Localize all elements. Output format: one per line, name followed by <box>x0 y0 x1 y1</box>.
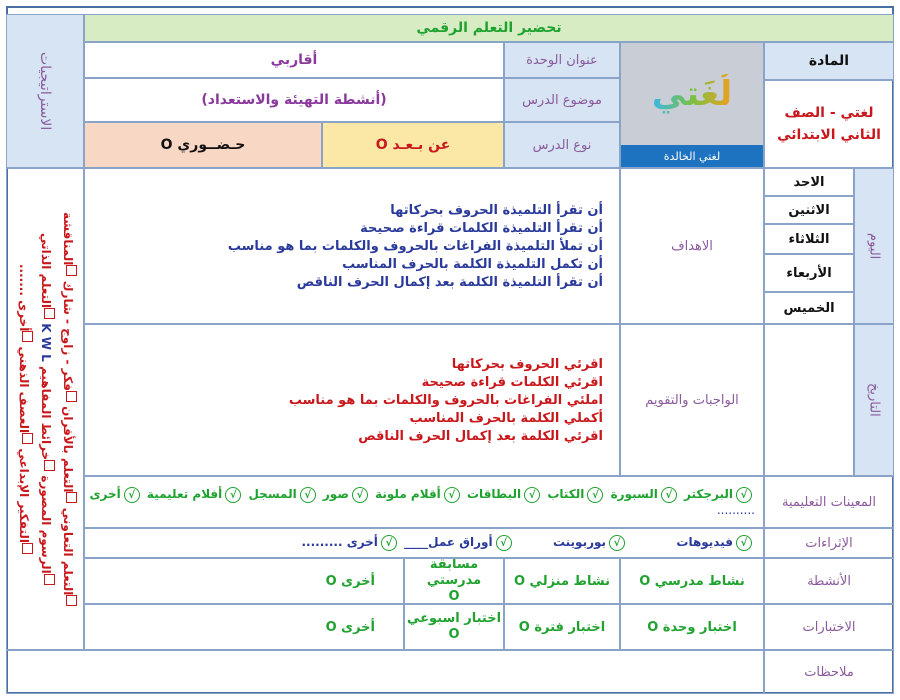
checkbox-icon[interactable] <box>44 308 55 319</box>
activity-other-cell[interactable] <box>84 558 404 604</box>
strategies-column-3 <box>13 175 35 643</box>
test-weekly-cell[interactable] <box>404 604 504 650</box>
checkbox-icon[interactable] <box>44 460 55 471</box>
homework-line: أكملي الكلمة بالحرف المناسب <box>409 410 603 426</box>
strategies-column-1 <box>57 175 79 643</box>
test-unit-cell[interactable] <box>620 604 764 650</box>
strategy-item: التفكير الإبداعي <box>17 448 31 543</box>
date-label: التاريخ <box>866 383 882 417</box>
unit-value: أقاربي <box>270 52 318 68</box>
activity-home[interactable]: نشاط منزلي O <box>513 573 611 589</box>
presence-option[interactable]: حـضــوري O <box>160 137 246 153</box>
lesson-type-label: نوع الدرس <box>532 137 592 153</box>
checkbox-icon[interactable] <box>22 433 33 444</box>
remote-option-cell[interactable] <box>322 122 504 168</box>
homework-line: املئي الفراغات بالحروف والكلمات بما هو مناسب <box>288 392 603 408</box>
check-icon[interactable]: √ <box>736 487 752 503</box>
enrichment-label: الإثراءات <box>805 535 853 551</box>
objective-line: أن تملأ التلميذة الفراغات بالحروف والكلمات بما هو مناسب <box>227 238 603 254</box>
day-wednesday-label: الأربعاء <box>786 265 832 281</box>
checkbox-icon[interactable] <box>22 543 33 554</box>
date-value-cell[interactable] <box>764 324 854 476</box>
homework-cell <box>84 324 620 476</box>
strategy-item: ....... <box>17 264 31 296</box>
logo-cell <box>620 42 764 168</box>
activities-label-cell <box>764 558 894 604</box>
lesson-value-cell <box>84 78 504 122</box>
test-term[interactable]: اختبار فترة O <box>518 619 606 635</box>
notes-value-cell[interactable] <box>6 650 764 694</box>
check-icon[interactable]: √ <box>225 487 241 503</box>
activity-contest-circle[interactable]: O <box>448 589 460 604</box>
lesson-type-label-cell <box>504 122 620 168</box>
check-icon[interactable]: √ <box>352 487 368 503</box>
day-tuesday[interactable] <box>764 224 854 254</box>
lesson-label: موضوع الدرس <box>522 92 602 108</box>
objective-line: أن تقرأ التلميذة الكلمات قراءة صحيحة <box>360 220 603 236</box>
logo-text: لُغَتي <box>651 74 733 114</box>
unit-label: عنوان الوحدة <box>526 52 598 68</box>
activities-label: الأنشطة <box>807 573 851 589</box>
homework-line: اقرئي الكلمات قراءة صحيحة <box>421 374 603 390</box>
enrichment-list <box>301 535 755 552</box>
day-wednesday[interactable] <box>764 254 854 292</box>
activity-contest[interactable]: مسابقة مدرستي <box>426 558 482 588</box>
homework-label: الواجبات والتقويم <box>645 392 739 408</box>
notes-label: ملاحظات <box>804 664 854 680</box>
test-term-cell[interactable] <box>504 604 620 650</box>
subject-value-cell <box>764 80 894 168</box>
objective-line: أن تكمل التلميذة الكلمة بالحرف المناسب <box>342 256 603 272</box>
notes-label-cell <box>764 650 894 694</box>
aid-item: صور <box>322 486 349 501</box>
aid-item: الكتاب <box>547 486 585 501</box>
objectives-cell <box>84 168 620 324</box>
enrichment-item: فيديوهات <box>676 534 733 549</box>
objective-line: أن تقرأ التلميذة الحروف بحركاتها <box>390 202 603 218</box>
objectives-list <box>228 202 603 291</box>
aid-item: المسجل <box>248 486 297 501</box>
day-thursday[interactable] <box>764 292 854 324</box>
test-weekly-circle[interactable]: O <box>448 627 460 642</box>
strategy-item: فكر - زاوج - شارك <box>61 280 75 391</box>
strategies-label-cell <box>6 14 84 168</box>
day-thursday-label: الخميس <box>783 300 835 316</box>
checkbox-icon[interactable] <box>66 391 77 402</box>
day-label: اليوم <box>866 232 882 260</box>
subject-value: لغتي - الصف الثاني الابتدائي <box>777 105 881 143</box>
aids-label-cell <box>764 476 894 528</box>
strategy-item: التعلم الذاتي <box>39 233 53 309</box>
day-tuesday-label: الثلاثاء <box>788 231 830 247</box>
checkbox-icon[interactable] <box>66 595 77 606</box>
activity-other[interactable]: أخرى O <box>325 573 375 589</box>
header-title: تحضير التعلم الرقمي <box>416 20 562 36</box>
subject-label-cell <box>764 42 894 80</box>
strategy-item: التعلم بالأقران <box>61 405 75 493</box>
check-icon[interactable]: √ <box>444 487 460 503</box>
check-icon[interactable]: √ <box>736 535 752 551</box>
check-icon[interactable]: √ <box>496 535 512 551</box>
check-icon[interactable]: √ <box>300 487 316 503</box>
checkbox-icon[interactable] <box>66 265 77 276</box>
strategy-item: المناقشة <box>61 211 75 266</box>
logo-image <box>652 43 732 145</box>
enrichment-label-cell <box>764 528 894 558</box>
activity-school[interactable]: نشاط مدرسي O <box>639 573 745 589</box>
enrichment-item: أوراق عمل____ <box>404 534 493 549</box>
day-label-cell <box>854 168 894 324</box>
aid-item: أخرى <box>89 486 121 501</box>
homework-line: اقرئي الكلمة بعد إكمال الحرف الناقص <box>358 428 603 444</box>
tests-label: الاختبارات <box>802 619 856 635</box>
tests-label-cell <box>764 604 894 650</box>
check-icon[interactable]: √ <box>609 535 625 551</box>
lesson-value: (أنشطة التهيئة والاستعداد) <box>201 92 387 108</box>
strategies-list-cell <box>6 168 84 650</box>
homework-list <box>289 356 603 445</box>
day-monday-label: الاثنين <box>788 202 830 218</box>
strategy-item: العصف الذهني <box>17 346 31 434</box>
checkbox-icon[interactable] <box>22 331 33 342</box>
enrichment-item: أخرى ......... <box>301 534 378 549</box>
logo-caption: لغتي الخالدة <box>621 145 763 167</box>
aids-cell <box>84 476 764 528</box>
lesson-label-cell <box>504 78 620 122</box>
strategies-column-2 <box>35 175 57 643</box>
subject-label: المادة <box>808 53 850 69</box>
test-other-cell[interactable] <box>84 604 404 650</box>
aid-item: أفلام تعليمية <box>146 486 223 501</box>
aids-label: المعينات التعليمية <box>782 494 876 510</box>
strategy-item: التعلم التعاوني <box>61 507 75 596</box>
test-unit[interactable]: اختبار وحدة O <box>647 619 737 635</box>
strategy-item: K W L <box>39 323 53 362</box>
strategies-list <box>13 175 79 643</box>
check-icon[interactable]: √ <box>381 535 397 551</box>
enrichment-item: بوربوينت <box>552 534 607 549</box>
homework-line: اقرئي الحروف بحركاتها <box>451 356 603 372</box>
objective-line: أن تقرأ التلميذة الكلمة بعد إكمال الحرف الناقص <box>296 274 603 290</box>
enrichment-cell <box>84 528 764 558</box>
check-icon[interactable]: √ <box>124 487 140 503</box>
activity-home-cell[interactable] <box>504 558 620 604</box>
unit-value-cell <box>84 42 504 78</box>
aids-list <box>90 487 756 504</box>
check-icon[interactable]: √ <box>524 487 540 503</box>
objectives-label: الاهداف <box>671 238 713 254</box>
day-sunday-label: الاحد <box>793 174 825 190</box>
test-other[interactable]: أخرى O <box>325 619 375 635</box>
objectives-label-cell <box>620 168 764 324</box>
activity-school-cell[interactable] <box>620 558 764 604</box>
aid-item: البطاقات <box>467 486 522 501</box>
strategy-item: خرائط المفاهيم <box>39 366 53 461</box>
activity-contest-cell[interactable] <box>404 558 504 604</box>
aid-item: أقلام ملونة <box>375 486 441 501</box>
remote-option[interactable]: عن بـعـد O <box>375 137 451 153</box>
homework-label-cell <box>620 324 764 476</box>
check-icon[interactable]: √ <box>587 487 603 503</box>
strategies-label: الاستراتيجيات <box>37 51 53 131</box>
date-label-cell <box>854 324 894 476</box>
strategy-item: الرسوم المصورة <box>39 475 53 574</box>
check-icon[interactable]: √ <box>661 487 677 503</box>
day-sunday[interactable] <box>764 168 854 196</box>
strategy-item: أخرى <box>17 300 31 332</box>
aids-dots: .......... <box>716 503 755 518</box>
header-bar <box>84 14 894 42</box>
checkbox-icon[interactable] <box>66 492 77 503</box>
presence-option-cell[interactable] <box>84 122 322 168</box>
checkbox-icon[interactable] <box>44 574 55 585</box>
aid-item: البرجكتر <box>684 486 733 501</box>
test-weekly[interactable]: اختبار اسبوعي <box>406 611 502 626</box>
aid-item: السبورة <box>610 486 658 501</box>
unit-label-cell <box>504 42 620 78</box>
day-monday[interactable] <box>764 196 854 224</box>
